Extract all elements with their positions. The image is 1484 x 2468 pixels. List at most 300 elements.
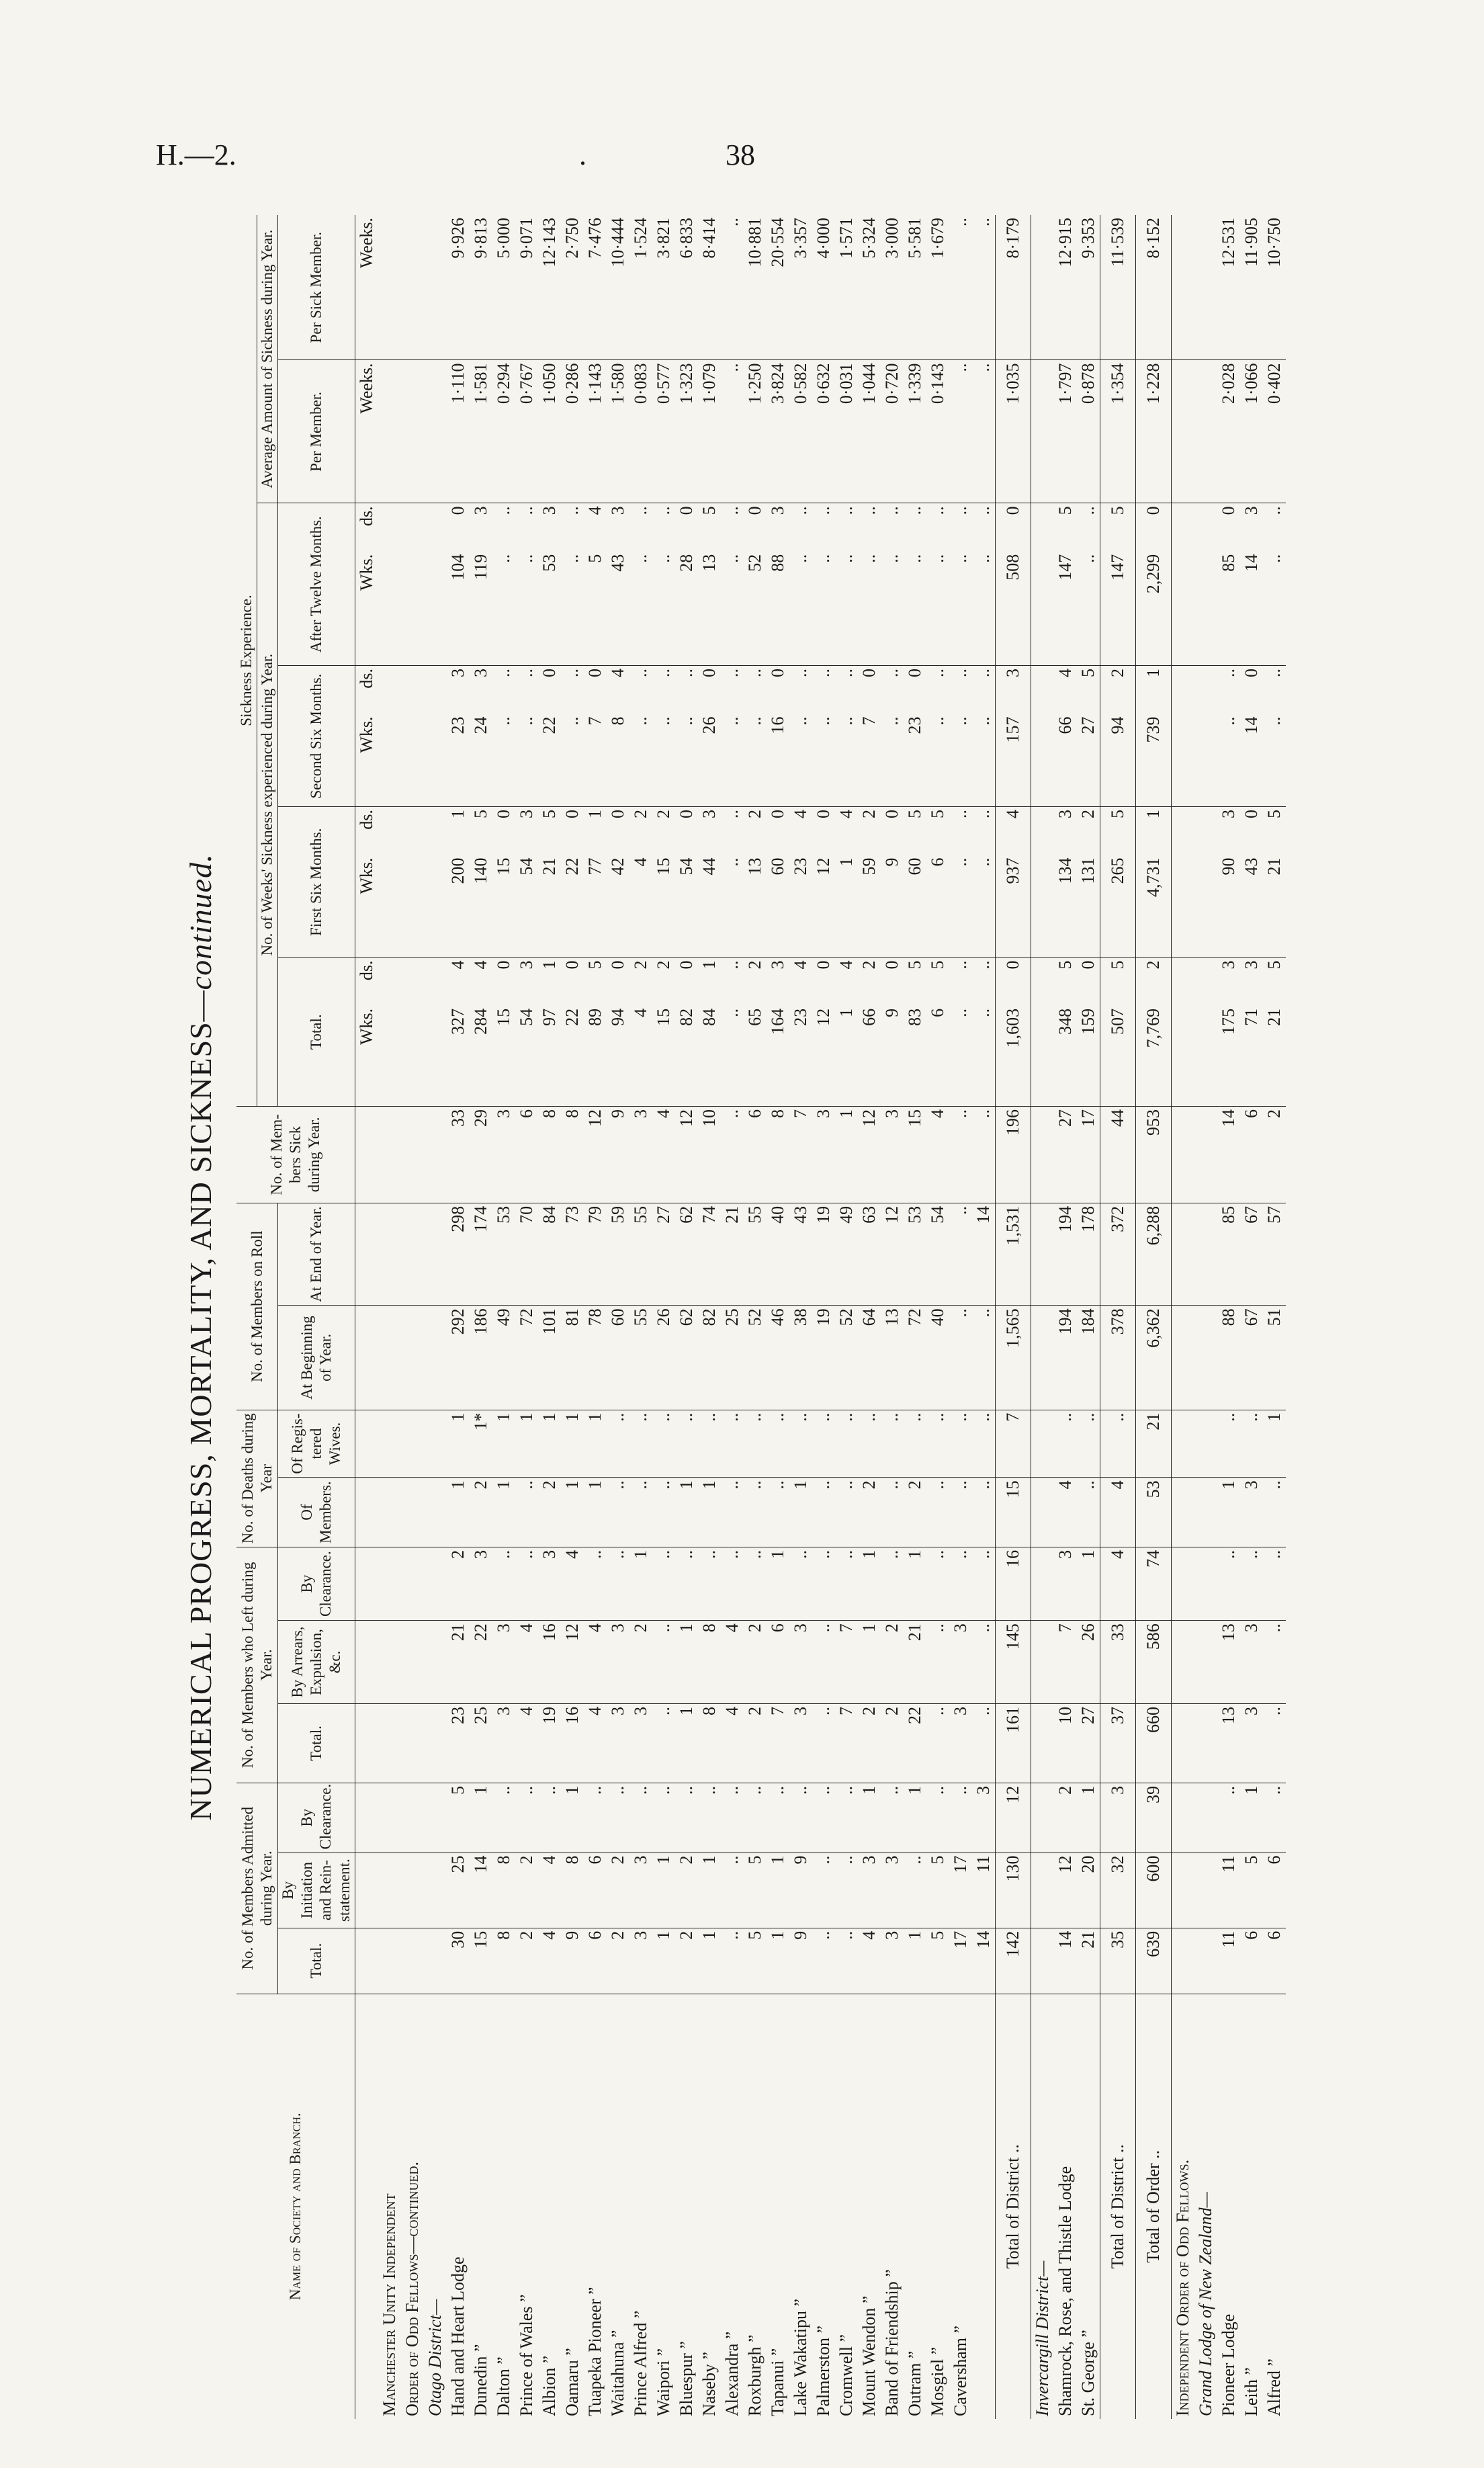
cell: ..	[973, 960, 993, 970]
cell: ..	[835, 552, 858, 666]
cell: 7	[835, 1621, 858, 1704]
cell: 7	[789, 1106, 812, 1203]
cell: 4	[471, 960, 490, 970]
cell: 194	[1054, 1203, 1077, 1306]
empty-cell	[424, 1703, 447, 1783]
cell: 7,769	[1136, 1006, 1172, 1107]
table-row	[515, 215, 538, 2419]
cell: ..	[675, 714, 698, 806]
cell: 3	[768, 506, 787, 515]
cell: 1·079	[698, 360, 721, 503]
cell: 0	[882, 960, 902, 970]
cell: 3	[949, 1621, 972, 1704]
cell: 1	[858, 1547, 881, 1620]
cell: 0	[585, 669, 605, 678]
empty-cell	[378, 807, 401, 855]
cell: 3	[996, 666, 1031, 714]
cell: ..	[629, 1783, 652, 1853]
cell: ..	[515, 714, 538, 806]
cell: 4	[608, 669, 627, 678]
cell: 14	[1240, 714, 1263, 806]
empty-cell	[1194, 1478, 1217, 1547]
cell: ..	[629, 1410, 652, 1478]
cell: 3	[492, 1621, 515, 1704]
cell: 8	[492, 1853, 515, 1928]
cell: 55	[629, 1203, 652, 1306]
empty-cell	[424, 360, 447, 503]
cell: 378	[1100, 1306, 1136, 1410]
cell: 5·000	[492, 215, 515, 360]
cell: 73	[561, 1203, 584, 1306]
cell: 5	[928, 810, 947, 819]
row-name: Cromwell ”	[836, 2334, 856, 2416]
cell: ..	[926, 1703, 949, 1783]
cell: 8	[561, 1853, 584, 1928]
cell: 3	[1241, 960, 1261, 970]
cell: 1·339	[904, 360, 926, 503]
col-adm-total: Total.	[278, 1928, 355, 1994]
empty-cell	[378, 714, 401, 806]
cell: ..	[652, 1621, 675, 1704]
table-row	[1054, 215, 1077, 2419]
cell: 15	[492, 855, 515, 957]
table-row	[744, 215, 767, 2419]
cell: 2	[858, 1478, 881, 1547]
cell: 1	[835, 1006, 858, 1107]
cell: 0	[539, 669, 559, 678]
cell: 16	[996, 1547, 1031, 1620]
cell: 200	[447, 855, 470, 957]
unit-ds: ds.	[357, 810, 376, 830]
cell: 5	[926, 1928, 949, 1994]
cell: 82	[675, 1006, 698, 1107]
cell: ..	[789, 714, 812, 806]
cell: 9	[881, 1006, 904, 1107]
cell: ..	[949, 1410, 972, 1478]
cell: ..	[652, 1410, 675, 1478]
cell: 0	[676, 960, 696, 970]
cell: 8	[492, 1928, 515, 1994]
col-w-second: Second Six Months.	[278, 666, 355, 807]
cell: 12	[881, 1203, 904, 1306]
table-row	[767, 215, 789, 2419]
cell: 8	[767, 1106, 789, 1203]
cell: 62	[675, 1306, 698, 1410]
cell: 14	[972, 1203, 996, 1306]
cell: ..	[631, 669, 650, 678]
group-heading-row	[378, 215, 401, 2419]
cell: 372	[1100, 1203, 1136, 1306]
cell: 2	[745, 960, 765, 970]
empty-cell	[424, 215, 447, 360]
cell: ..	[928, 669, 947, 678]
cell: 4	[629, 855, 652, 957]
cell: ..	[629, 1478, 652, 1547]
cell: 1	[698, 1478, 721, 1547]
empty-cell	[1172, 1306, 1195, 1410]
cell: 134	[1054, 855, 1077, 957]
cell: ..	[721, 855, 744, 957]
cell: 9	[789, 1853, 812, 1928]
cell: 157	[996, 714, 1031, 806]
empty-cell	[1172, 1203, 1195, 1306]
empty-cell	[1031, 360, 1055, 503]
cell: ..	[744, 1478, 767, 1547]
cell: ..	[607, 1478, 629, 1547]
cell: 1	[1217, 1478, 1240, 1547]
cell: ..	[767, 1410, 789, 1478]
cell: 28	[675, 552, 698, 666]
cell: 72	[515, 1306, 538, 1410]
cell: 131	[1077, 855, 1100, 957]
cell: ..	[721, 714, 744, 806]
cell: 84	[538, 1203, 561, 1306]
cell: ..	[951, 810, 970, 819]
empty-cell	[1172, 1106, 1195, 1203]
cell: 5	[1055, 506, 1075, 515]
cell: 6	[584, 1928, 607, 1994]
cell: 6	[1263, 1928, 1286, 1994]
cell: 0·031	[835, 360, 858, 503]
cell: 1·581	[470, 360, 492, 503]
cell: 1·580	[607, 360, 629, 503]
empty-cell	[378, 958, 401, 1006]
cell: 11·905	[1240, 215, 1263, 360]
cell: 52	[744, 552, 767, 666]
empty-cell	[1031, 1783, 1055, 1853]
empty-cell	[1031, 1410, 1055, 1478]
cell: ..	[744, 1783, 767, 1853]
cell: ..	[698, 1547, 721, 1620]
cell: 178	[1077, 1203, 1100, 1306]
cell: 2	[515, 1928, 538, 1994]
cell: ..	[721, 1410, 744, 1478]
empty-cell	[424, 666, 447, 714]
cell: 194	[1054, 1306, 1077, 1410]
cell: 22	[561, 855, 584, 957]
cell: 2	[859, 810, 879, 819]
cell: 5	[744, 1928, 767, 1994]
cell: ..	[812, 1478, 835, 1547]
cell: 1	[585, 810, 605, 819]
cell: ..	[1263, 1547, 1286, 1620]
cell: 2	[538, 1478, 561, 1547]
cell: 2	[515, 1853, 538, 1928]
cell: 3	[1240, 1703, 1263, 1783]
cell: 21	[1077, 1928, 1100, 1994]
cell: 2	[1078, 810, 1098, 819]
cell: 1	[767, 1928, 789, 1994]
cell: 184	[1077, 1306, 1100, 1410]
row-name: Independent Order of Odd Fellows.	[1173, 2159, 1192, 2416]
total-row	[996, 215, 1031, 2419]
cell: 13	[698, 552, 721, 666]
cell: 12·531	[1217, 215, 1240, 360]
cell: 6·833	[675, 215, 698, 360]
cell: 44	[698, 855, 721, 957]
cell: ..	[654, 506, 673, 515]
cell: ..	[905, 506, 924, 515]
empty-cell	[1172, 503, 1195, 552]
cell: 0	[676, 506, 696, 515]
cell: 3	[858, 1853, 881, 1928]
cell: 7	[996, 1410, 1031, 1478]
empty-cell	[401, 503, 424, 552]
cell: 3	[492, 1703, 515, 1783]
cell: 17	[949, 1853, 972, 1928]
cell: 2	[607, 1928, 629, 1994]
cell: ..	[836, 669, 856, 678]
cell: 52	[835, 1306, 858, 1410]
row-name: Tuapeka Pioneer ”	[585, 2287, 605, 2416]
cell: 0	[1078, 960, 1098, 970]
cell: 1	[561, 1478, 584, 1547]
unit-wks: Wks.	[355, 855, 379, 957]
cell: ..	[767, 1783, 789, 1853]
cell: 3	[471, 669, 490, 678]
row-name: Oamaru ”	[562, 2348, 582, 2416]
table-row	[949, 215, 972, 2419]
cell: ..	[721, 1853, 744, 1928]
cell: ..	[561, 714, 584, 806]
empty-cell	[1031, 503, 1055, 552]
cell: 67	[1240, 1306, 1263, 1410]
empty-cell	[1172, 360, 1195, 503]
cell: 10	[698, 1106, 721, 1203]
cell: 66	[1054, 714, 1077, 806]
cell: 71	[1240, 1006, 1263, 1107]
cell: 3	[881, 1928, 904, 1994]
empty-cell	[1031, 1547, 1055, 1620]
cell: 9	[607, 1106, 629, 1203]
cell: ..	[654, 669, 673, 678]
cell: ..	[881, 1478, 904, 1547]
cell: ..	[972, 1703, 996, 1783]
cell: ..	[789, 552, 812, 666]
table-row	[1263, 215, 1286, 2419]
col-deaths-members: Of Members.	[278, 1478, 355, 1547]
cell: 12	[812, 855, 835, 957]
district-heading-row	[1194, 215, 1217, 2419]
cell: ..	[1240, 1410, 1263, 1478]
cell: 10·750	[1263, 215, 1286, 360]
cell: 21	[1263, 855, 1286, 957]
cell: ..	[1054, 1410, 1077, 1478]
cell: 4	[791, 960, 810, 970]
cell: ..	[675, 1783, 698, 1853]
table-row	[904, 215, 926, 2419]
empty-cell	[378, 1928, 401, 1994]
cell: 4	[448, 960, 468, 970]
empty-cell	[1172, 1410, 1195, 1478]
cell: ..	[858, 1410, 881, 1478]
empty-cell	[1194, 1853, 1217, 1928]
table-row	[470, 215, 492, 2419]
cell: 15	[996, 1478, 1031, 1547]
cell: 4	[996, 807, 1031, 855]
empty-cell	[1194, 1203, 1217, 1306]
cell: ..	[973, 810, 993, 819]
cell: ..	[492, 714, 515, 806]
cell: 5	[1100, 807, 1136, 855]
cell: 4	[584, 1703, 607, 1783]
cell: ..	[858, 552, 881, 666]
col-left: No. of Members who Left during Year.	[236, 1547, 278, 1783]
cell: 0·720	[881, 360, 904, 503]
cell: 3	[470, 1547, 492, 1620]
cell: 1·524	[629, 215, 652, 360]
empty-cell	[1031, 1006, 1055, 1107]
cell: ..	[767, 1478, 789, 1547]
cell: 0	[882, 810, 902, 819]
cell: 586	[1136, 1621, 1172, 1704]
cell: 12	[858, 1106, 881, 1203]
cell: 35	[1100, 1928, 1136, 1994]
col-sick-members: No. of Mem-bers Sick during Year.	[236, 1106, 355, 1203]
unit-wks: Wks.	[355, 1006, 379, 1107]
cell: ..	[951, 506, 970, 515]
cell: 16	[561, 1703, 584, 1783]
cell: ..	[584, 1547, 607, 1620]
unit-weeks: Weeks.	[355, 215, 379, 360]
cell: 0·632	[812, 360, 835, 503]
group-heading-row	[401, 215, 424, 2419]
cell: 10·881	[744, 215, 767, 360]
empty-cell	[378, 1410, 401, 1478]
cell: 1·044	[858, 360, 881, 503]
cell: 0·878	[1077, 360, 1100, 503]
cell: 5	[1078, 669, 1098, 678]
cell: ..	[972, 714, 996, 806]
cell: 72	[904, 1306, 926, 1410]
cell: ..	[517, 669, 536, 678]
cell: 1*	[470, 1410, 492, 1478]
empty-cell	[378, 1853, 401, 1928]
cell: 3	[1219, 810, 1238, 819]
cell: 0	[676, 810, 696, 819]
cell: 57	[1263, 1203, 1286, 1306]
cell: 79	[584, 1203, 607, 1306]
cell: ..	[882, 506, 902, 515]
cell: ..	[492, 1783, 515, 1853]
table-row	[652, 215, 675, 2419]
cell: 11	[972, 1853, 996, 1928]
cell: 1	[448, 810, 468, 819]
cell: 4	[584, 1621, 607, 1704]
cell: 1	[904, 1928, 926, 1994]
cell: 74	[698, 1203, 721, 1306]
cell: ..	[1077, 1410, 1100, 1478]
col-w-first: First Six Months.	[278, 807, 355, 958]
cell: 59	[607, 1203, 629, 1306]
cell: 1·797	[1054, 360, 1077, 503]
empty-cell	[1172, 958, 1195, 1006]
cell: 3·000	[881, 215, 904, 360]
cell: 3	[539, 506, 559, 515]
cell: 1	[447, 1410, 470, 1478]
cell: ..	[789, 1547, 812, 1620]
empty-cell	[1194, 855, 1217, 957]
cell: ..	[721, 1106, 744, 1203]
cell: 11	[1217, 1853, 1240, 1928]
cell: 21	[447, 1621, 470, 1704]
cell: 5	[1100, 958, 1136, 1006]
cell: ..	[812, 1928, 835, 1994]
cell: ..	[949, 714, 972, 806]
cell: 0	[562, 960, 582, 970]
cell: 81	[561, 1306, 584, 1410]
cell: 4	[538, 1928, 561, 1994]
empty-cell	[1172, 1478, 1195, 1547]
cell: ..	[675, 1410, 698, 1478]
cell: 6,362	[1136, 1306, 1172, 1410]
cell: ..	[629, 552, 652, 666]
cell: 0	[562, 810, 582, 819]
cell: ..	[494, 669, 513, 678]
cell: ..	[814, 506, 833, 515]
cell: ..	[812, 1703, 835, 1783]
cell: ..	[949, 1547, 972, 1620]
cell: 5	[447, 1783, 470, 1853]
cell: 54	[515, 1006, 538, 1107]
cell: 1,531	[996, 1203, 1031, 1306]
cell: 508	[996, 552, 1031, 666]
cell: 4	[721, 1621, 744, 1704]
cell: 19	[538, 1703, 561, 1783]
table-body	[355, 215, 1286, 2419]
cell: 1	[1263, 1410, 1286, 1478]
cell: ..	[882, 669, 902, 678]
cell: 7·476	[584, 215, 607, 360]
cell: 4	[515, 1621, 538, 1704]
cell: ..	[721, 215, 744, 360]
cell: ..	[631, 506, 650, 515]
cell: 3	[608, 506, 627, 515]
cell: 3	[471, 506, 490, 515]
cell: 937	[996, 855, 1031, 957]
cell: 27	[652, 1203, 675, 1306]
cell: 21	[1136, 1410, 1172, 1478]
empty-cell	[401, 1783, 424, 1853]
cell: ..	[652, 1783, 675, 1853]
empty-cell	[424, 1006, 447, 1107]
empty-cell	[378, 1547, 401, 1620]
cell: ..	[722, 960, 742, 970]
col-w-after: After Twelve Months.	[278, 503, 355, 666]
empty-cell	[378, 1306, 401, 1410]
cell: ..	[1077, 552, 1100, 666]
cell: ..	[949, 1478, 972, 1547]
table-row	[607, 215, 629, 2419]
table-row	[447, 215, 470, 2419]
cell: 23	[447, 714, 470, 806]
cell: ..	[1217, 1547, 1240, 1620]
cell: 142	[996, 1928, 1031, 1994]
cell: ..	[951, 669, 970, 678]
col-roll-begin: At Beginning of Year.	[278, 1306, 355, 1410]
cell: ..	[1263, 1621, 1286, 1704]
cell: 78	[584, 1306, 607, 1410]
empty-cell	[1172, 215, 1195, 360]
empty-cell	[424, 1621, 447, 1704]
empty-cell	[378, 1621, 401, 1704]
col-deaths: No. of Deaths during Year	[236, 1410, 278, 1547]
empty-cell	[401, 1478, 424, 1547]
cell: 0·577	[652, 360, 675, 503]
cell: 24	[470, 714, 492, 806]
cell: 5	[928, 960, 947, 970]
col-roll: No. of Members on Roll	[236, 1203, 278, 1410]
